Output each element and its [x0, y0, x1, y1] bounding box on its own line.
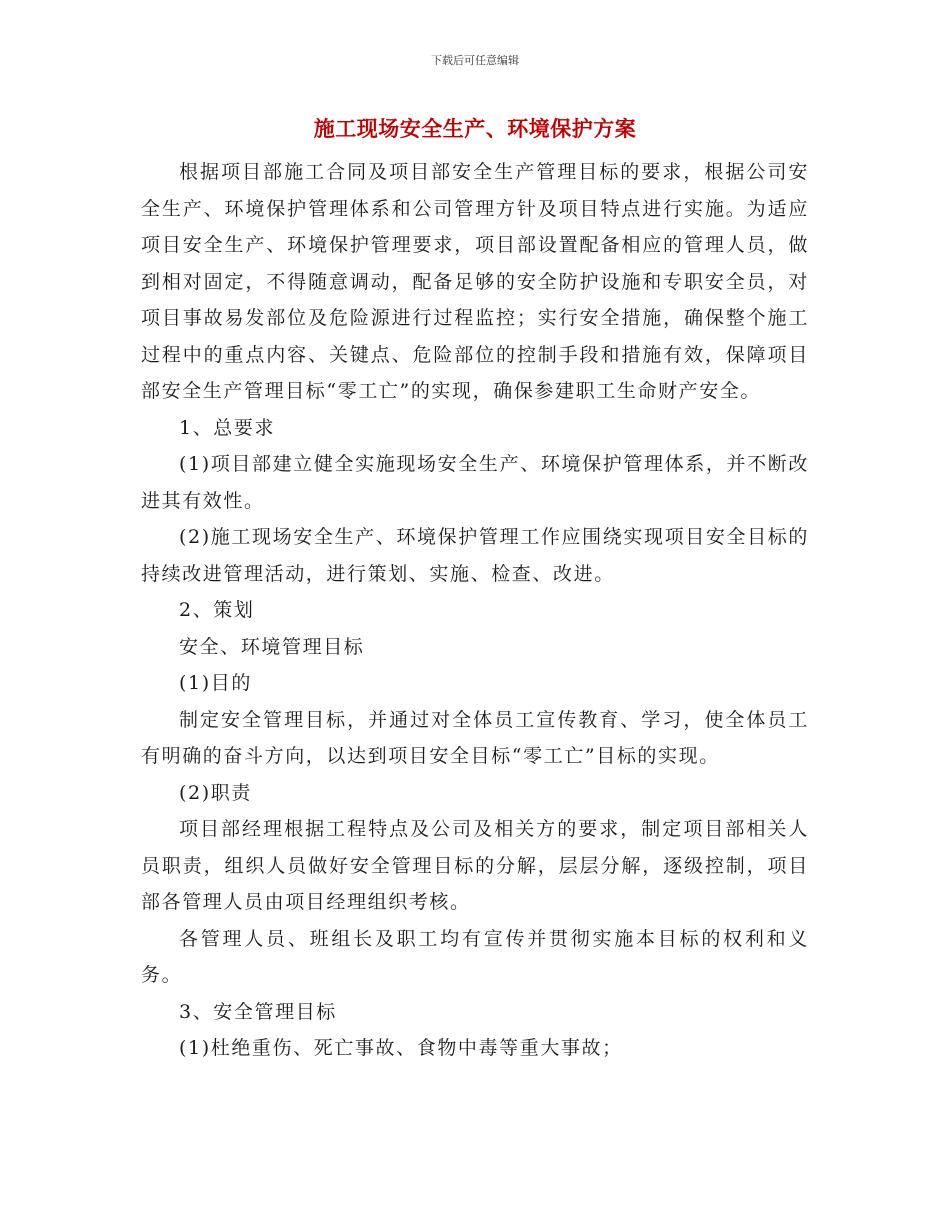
paragraph-safety-goal-1: (1)杜绝重伤、死亡事故、食物中毒等重大事故；	[179, 1037, 623, 1059]
paragraph-duties-2: 各管理人员、班组长及职工均有宣传并贯彻实施本目标的权利和义务。	[141, 927, 809, 986]
heading-safety-goals: 3、安全管理目标	[179, 1000, 337, 1023]
paragraph-requirement-2: (2)施工现场安全生产、环境保护管理工作应围绕实现项目安全目标的持续改进管理活动，进行策划、实施、检查、改进。	[141, 526, 809, 585]
paragraph-requirement-1: (1)项目部建立健全实施现场安全生产、环境保护管理体系，并不断改进其有效性。	[141, 453, 809, 512]
paragraph-intro: 根据项目部施工合同及项目部安全生产管理目标的要求，根据公司安全生产、环境保护管理体系和公司管理方针及项目特点进行实施。为适应项目安全生产、环境保护管理要求，项目部设置配备相应的管理人员，做到相对固定，不得随意调动，配备足够的安全防护设施和专职安全员，对项目事故易发部位及危险源进行过程监控；实行安全措施，确保整个施工过程中的重点内容、关键点、危险部位的控制手段和措施有效，保障项目部安全生产管理目标“零工亡”的实现，确保参建职工生命财产安全。	[141, 161, 809, 402]
document-body	[141, 154, 809, 1067]
subheading-management-goals: 安全、环境管理目标	[179, 635, 365, 658]
heading-general-requirements: 1、总要求	[179, 416, 276, 439]
heading-planning: 2、策划	[179, 599, 255, 621]
subheading-purpose: (1)目的	[179, 672, 252, 694]
paragraph-duties-1: 项目部经理根据工程特点及公司及相关方的要求，制定项目部相关人员职责，组织人员做好安全管理目标的分解，层层分解，逐级控制，项目部各管理人员由项目经理组织考核。	[141, 818, 809, 913]
paragraph-purpose: 制定安全管理目标，并通过对全体员工宣传教育、学习，使全体员工有明确的奋斗方向，以达到项目安全目标“零工亡”目标的实现。	[141, 708, 809, 767]
subheading-duties: (2)职责	[179, 781, 252, 804]
document-title: 施工现场安全生产、环境保护方案	[313, 116, 637, 141]
header-note: 下载后可任意编辑	[431, 54, 519, 67]
